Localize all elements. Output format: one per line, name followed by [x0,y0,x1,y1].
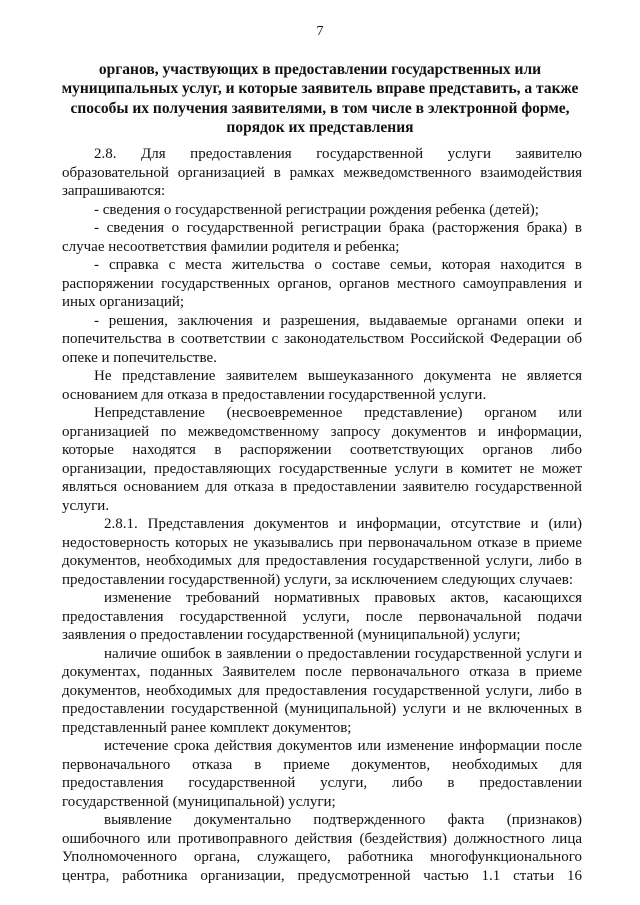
body-line: документов, необходимых для предоставления государственной услуги, либо в [62,553,582,569]
body-line: попечительства в соответствии с законодательством Российской Федерации об [62,331,582,347]
body-line: организацией по межведомственному запросу документов и информации, [62,423,582,440]
body-line: документов, необходимых для предоставления государственной услуги, либо в [62,682,582,699]
body-line: предоставлении государственной (муниципальной) услуги и не включенных в [62,701,582,717]
body-line: запрашиваются: [62,183,166,199]
body-line: предоставлении государственной) услуги, за исключением следующих случаев: [62,571,573,588]
body-line: иных организаций; [62,294,185,310]
heading-line: порядок их представления [226,118,414,136]
body-line: 2.8. Для предоставления государственной услуги заявителю [94,146,582,162]
body-line: истечение срока действия документов или изменение информации после [104,738,582,754]
body-line: случае несоответствия фамилии родителя и ребенка; [62,238,400,255]
body-line: опеке и попечительстве. [62,349,217,366]
body-line: центра, работника организации, предусмотренной частью 1.1 статьи 16 [62,867,582,884]
body-line: - сведения о государственной регистрации брака (расторжения брака) в [94,220,582,236]
body-line: первоначального отказа в приеме документов, необходимых для [62,756,582,773]
body-line: услуги. [62,497,110,514]
body-line: образовательной организацией в рамках межведомственного взаимодействия [62,164,582,181]
body-line: являться основанием для отказа в предоставлении заявителю государственной [62,479,582,495]
heading-line: муниципальных услуг, и которые заявитель вправе представить, а также [61,80,579,98]
body-line: - решения, заключения и разрешения, выдаваемые органами опеки и [94,312,582,329]
body-line: основанием для отказа в предоставлении государственной услуги. [62,386,487,403]
body-line: недостоверность которых не указывались при первоначальном отказе в приеме [62,534,582,551]
body-line: - справка с места жительства о составе семьи, которая находится в [94,257,582,273]
body-line: Непредставление (несвоевременное представление) органом или [94,405,582,421]
body-line: заявления о предоставлении государственной (муниципальной) услуги; [62,627,521,643]
body-line: - сведения о государственной регистрации рождения ребенка (детей); [94,201,539,218]
body-line: распоряжении государственных органов, органов местного самоуправления и [62,275,582,292]
body-line: документах, поданных Заявителем после первоначального отказа в приеме [62,664,582,680]
body-line: организации, предоставляющих государственные услуги в комитет не может [62,460,582,477]
body-line: государственной (муниципальной) услуги; [62,793,336,810]
page-number: 7 [316,24,324,39]
body-line: изменение требований нормативных правовых актов, касающихся [104,590,582,606]
body-line: ошибочного или противоправного действия (бездействия) должностного лица [62,830,582,847]
body-line: Не представление заявителем вышеуказанного документа не является [94,368,582,384]
body-line: предоставления государственной услуги, после первоначальной подачи [62,608,582,625]
body-line: Уполномоченного органа, служащего, работника многофункционального [62,849,582,865]
body-line: представленный ранее комплект документов; [62,719,352,736]
heading-line: органов, участвующих в предоставлении государственных или [98,61,542,78]
body-line: предоставления государственной услуги, либо в предоставлении [62,775,582,791]
body-line: наличие ошибок в заявлении о предоставлении государственной услуги и [104,645,582,662]
body-line: выявление документально подтвержденного факта (признаков) [104,812,582,828]
heading-line: способы их получения заявителями, в том числе в электронной форме, [70,99,570,117]
body-line: 2.8.1. Представления документов и информации, отсутствие и (или) [104,516,582,532]
body-line: которые находятся в распоряжении соответствующих органов либо [62,442,582,458]
section-heading [58,60,582,137]
